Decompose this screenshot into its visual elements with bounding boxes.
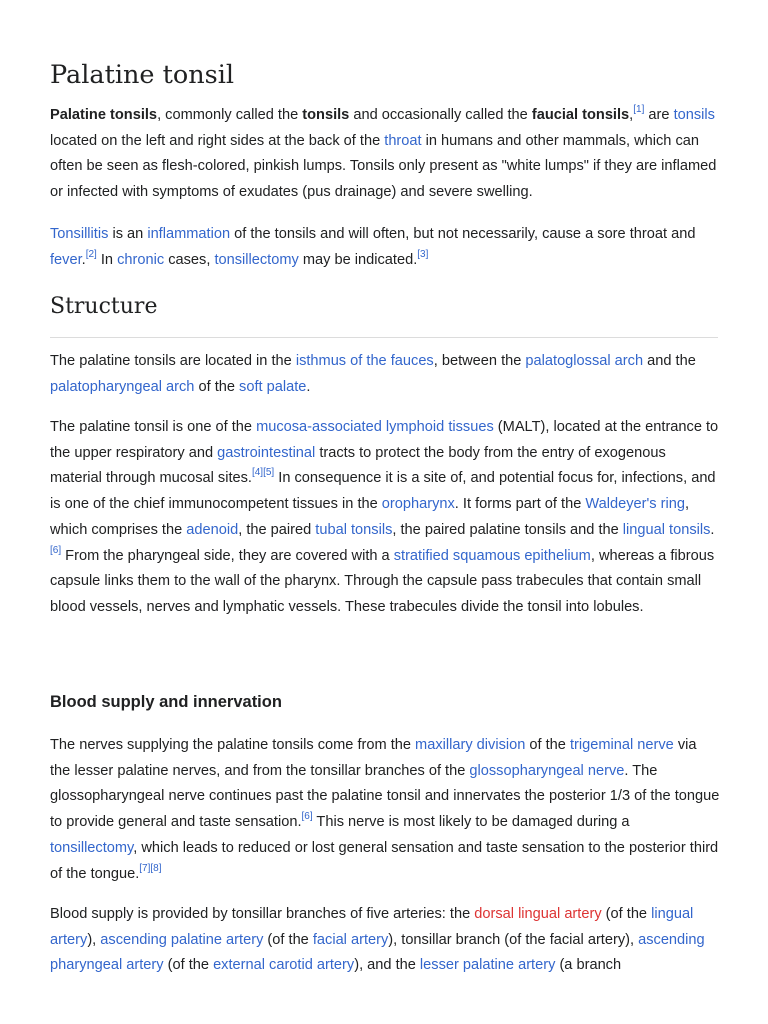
intro-paragraph: Palatine tonsils, commonly called the tonsils and occasionally called the faucial tonsils,[1] are tonsils located on the left and right sides at the back of the throat in humans and other mammals, which can often be seen as flesh-colored, pinkish lumps. Tonsils only present as "white lumps" if they are inflamed or infected with symptoms of exudates (pus drainage) and severe swelling. xyxy=(50,104,717,201)
link-chronic[interactable]: chronic xyxy=(117,251,165,268)
link-adenoid[interactable]: adenoid xyxy=(186,521,239,538)
structure-paragraph-1: The palatine tonsils are located in the isthmus of the fauces, between the palatoglossal arch and the palatopharyngeal arch of the soft palate. xyxy=(50,353,696,395)
link-lingual-artery[interactable]: lingual artery xyxy=(50,906,694,948)
tonsillitis-paragraph: Tonsillitis is an inflammation of the tonsils and will often, but not necessarily, cause a sore throat and fever.[2] In chronic cases, tonsillectomy may be indicated.[3] xyxy=(50,226,696,268)
section-divider xyxy=(50,337,718,338)
link-tonsillectomy-2[interactable]: tonsillectomy xyxy=(50,839,134,856)
ref-link-8[interactable]: [8] xyxy=(150,862,162,874)
link-ascending-palatine-artery[interactable]: ascending palatine artery xyxy=(100,931,264,948)
link-fever[interactable]: fever xyxy=(50,251,82,268)
link-external-carotid-artery[interactable]: external carotid artery xyxy=(213,957,355,974)
link-tonsils[interactable]: tonsils xyxy=(673,107,715,123)
link-stratified-squamous-epithelium[interactable]: stratified squamous epithelium xyxy=(393,547,591,564)
ref-link-2[interactable]: [2] xyxy=(85,248,97,260)
link-tonsillitis[interactable]: Tonsillitis xyxy=(50,226,109,242)
ref-link-6b[interactable]: [6] xyxy=(301,811,313,823)
ref-link-5[interactable]: [5] xyxy=(263,467,275,479)
section-heading-structure: Structure xyxy=(50,294,158,319)
subsection-heading-blood-supply: Blood supply and innervation xyxy=(50,693,282,711)
bold-term-faucial-tonsils: faucial tonsils xyxy=(531,107,630,123)
bold-term-palatine-tonsils: Palatine tonsils xyxy=(50,107,158,123)
link-dorsal-lingual-artery[interactable]: dorsal lingual artery xyxy=(474,906,602,922)
link-tonsillectomy[interactable]: tonsillectomy xyxy=(214,251,299,268)
link-malt[interactable]: mucosa-associated lymphoid tissues xyxy=(256,419,494,435)
link-ascending-pharyngeal-artery[interactable]: ascending pharyngeal artery xyxy=(50,931,705,974)
link-maxillary-division[interactable]: maxillary division xyxy=(415,737,526,753)
structure-paragraph-2: The palatine tonsil is one of the mucosa-associated lymphoid tissues (MALT), located at the entrance to the upper respiratory and gastrointestinal tracts to protect the body from the entry of exogenous material through mucosal sites.[4][5] In consequence it is a site of, and potential focus for, infections, and is one of the chief immunocompetent tissues in the oropharynx. It forms part of the Waldeyer's ring, which comprises the adenoid, the paired tubal tonsils, the paired palatine tonsils and the lingual tonsils.[6] From the pharyngeal side, they are covered with a stratified squamous epithelium, whereas a fibrous capsule links them to the wall of the pharynx. Through the capsule pass trabecules that contain small blood vessels, nerves and lymphatic vessels. These trabecules divide the tonsil into lobules. xyxy=(50,419,719,615)
bold-term-tonsils: tonsils xyxy=(302,107,350,123)
link-inflammation[interactable]: inflammation xyxy=(147,226,231,242)
link-waldeyers-ring[interactable]: Waldeyer's ring xyxy=(585,496,685,513)
ref-link-3[interactable]: [3] xyxy=(417,248,429,260)
blood-paragraph-2: Blood supply is provided by tonsillar branches of five arteries: the dorsal lingual artery (of the lingual artery), ascending palatine artery (of the facial artery), tonsillar branch (of the facial artery), ascending pharyngeal artery (of the external carotid artery), and the lesser palatine artery (a branch xyxy=(50,906,705,974)
page-title: Palatine tonsil xyxy=(50,60,235,90)
ref-link-1[interactable]: [1] xyxy=(633,104,645,115)
link-lingual-tonsils[interactable]: lingual tonsils xyxy=(622,521,711,538)
link-oropharynx[interactable]: oropharynx xyxy=(381,496,455,513)
link-tubal-tonsils[interactable]: tubal tonsils xyxy=(315,521,393,538)
link-trigeminal-nerve[interactable]: trigeminal nerve xyxy=(569,737,674,753)
link-facial-artery[interactable]: facial artery xyxy=(312,931,389,948)
ref-link-7[interactable]: [7] xyxy=(139,862,151,874)
link-gastrointestinal[interactable]: gastrointestinal xyxy=(217,444,316,461)
link-glossopharyngeal-nerve[interactable]: glossopharyngeal nerve xyxy=(469,762,625,779)
ref-link-4[interactable]: [4] xyxy=(251,467,264,479)
ref-link-6[interactable]: [6] xyxy=(50,544,62,556)
link-throat[interactable]: throat xyxy=(384,132,422,149)
link-palatopharyngeal-arch[interactable]: palatopharyngeal arch xyxy=(50,378,195,395)
link-lesser-palatine-artery[interactable]: lesser palatine artery xyxy=(419,957,556,974)
link-palatoglossal-arch[interactable]: palatoglossal arch xyxy=(525,353,644,369)
blood-paragraph-1: The nerves supplying the palatine tonsils come from the maxillary division of the trigeminal nerve via the lesser palatine nerves, and from the tonsillar branches of the glossopharyngeal nerve. The glossopharyngeal nerve continues past the palatine tonsil and innervates the posterior 1/3 of the tongue to provide general and taste sensation.[6] This nerve is most likely to be damaged during a tonsillectomy, which leads to reduced or lost general sensation and taste sensation to the posterior third of the tongue.[7][8] xyxy=(50,737,720,882)
link-soft-palate[interactable]: soft palate xyxy=(239,378,307,395)
link-isthmus-of-the-fauces[interactable]: isthmus of the fauces xyxy=(295,353,434,369)
